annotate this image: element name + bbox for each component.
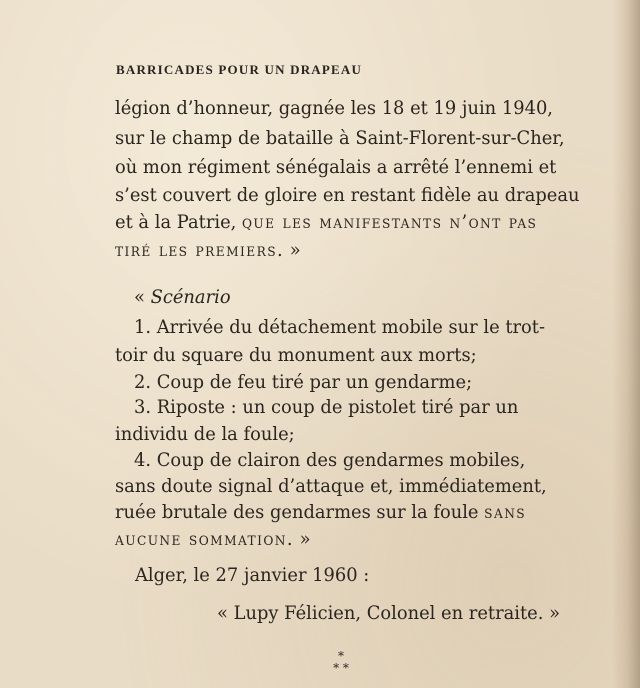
small-caps-span: que les manifestants n’ont pas xyxy=(242,211,538,233)
scenario-item: 4. Coup de clairon des gendarmes mobiles, xyxy=(134,449,526,471)
scenario-item: 1. Arrivée du détachement mobile sur le trot- xyxy=(134,316,546,338)
text-span: ruée brutale des gendarmes sur la foule xyxy=(115,501,485,523)
text-line: légion d’honneur, gagnée les 18 et 19 juin 1940, xyxy=(115,97,553,119)
text-line: sans doute signal d’attaque et, immédiatement, xyxy=(115,475,547,497)
place-date: Alger, le 27 janvier 1960 : xyxy=(135,564,370,586)
scenario-item: 3. Riposte : un coup de pistolet tiré par un xyxy=(134,396,519,418)
text-span: et à la Patrie, xyxy=(115,211,243,233)
text-line: individu de la foule; xyxy=(115,423,295,445)
scenario-title: Scénario xyxy=(150,286,231,308)
text-line: sur le champ de bataille à Saint-Florent-sur-Cher, xyxy=(115,127,565,149)
running-head: BARRICADES POUR UN DRAPEAU xyxy=(116,62,363,77)
signature: « Lupy Félicien, Colonel en retraite. » xyxy=(217,602,561,624)
ornament-star: * xyxy=(338,649,344,663)
scenario-heading xyxy=(134,285,231,309)
page-edge-shadow xyxy=(612,0,640,688)
text-line: s’est couvert de gloire en restant fidèle au drapeau xyxy=(115,184,580,206)
ornament-stars: * * xyxy=(333,661,349,675)
small-caps-span: tiré les premiers. xyxy=(115,239,285,261)
section-ornament xyxy=(0,650,640,674)
text-line xyxy=(115,527,311,551)
text-line xyxy=(115,238,301,262)
scenario-item: 2. Coup de feu tiré par un gendarme; xyxy=(134,371,473,393)
text-span: » xyxy=(284,239,301,261)
small-caps-span: aucune sommation. xyxy=(115,528,294,550)
text-line: où mon régiment sénégalais a arrêté l’ennemi et xyxy=(115,156,557,178)
text-line: toir du square du monument aux morts; xyxy=(115,344,477,366)
text-line xyxy=(115,210,537,234)
text-line xyxy=(115,500,526,524)
quote-mark: « xyxy=(134,286,151,308)
text-span: » xyxy=(293,528,311,550)
small-caps-span: sans xyxy=(484,501,527,523)
